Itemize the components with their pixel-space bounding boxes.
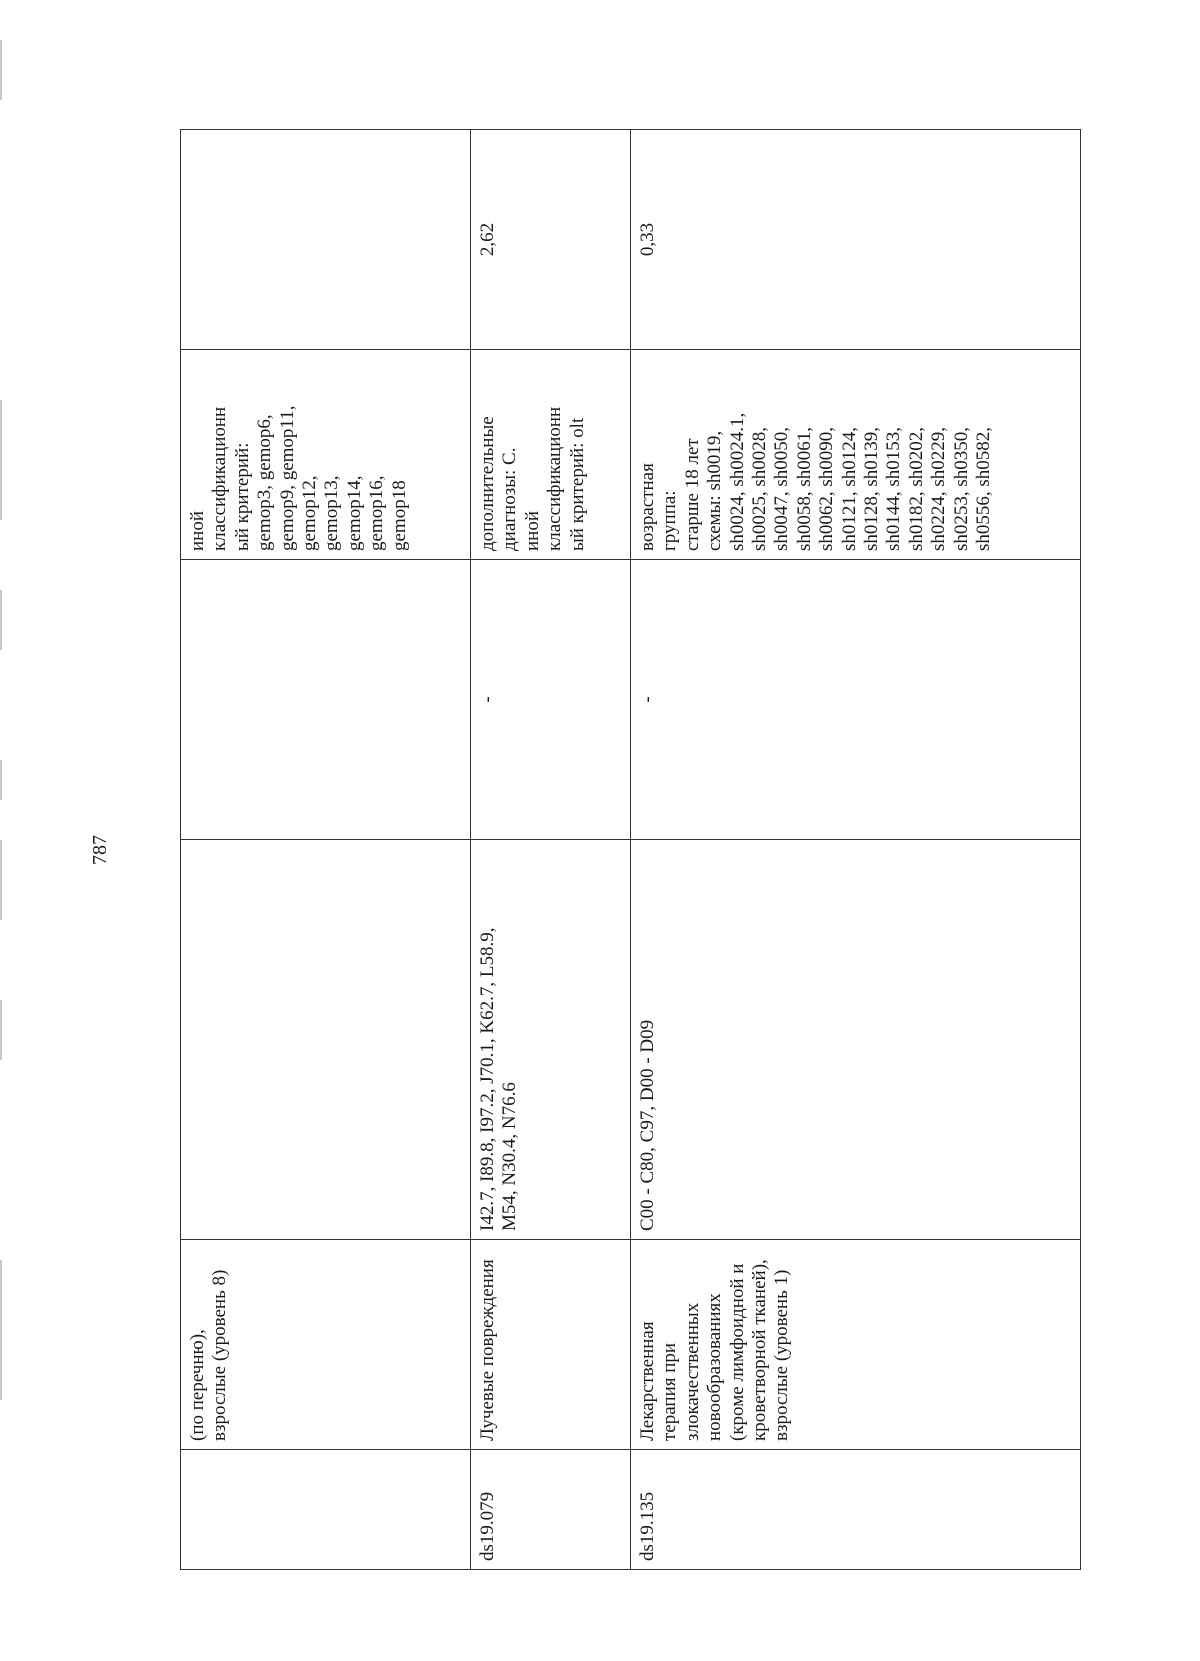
cell-extra: -: [631, 560, 1081, 840]
table-row: [181, 130, 471, 1570]
scan-mark: [0, 40, 2, 100]
criteria-line: sh0058, sh0061,: [793, 426, 815, 551]
name-line: новообразованиях: [704, 1293, 726, 1441]
scan-mark: [0, 400, 2, 520]
cell-extra: -: [471, 560, 631, 840]
criteria-line: gemop3, gemop6,: [254, 414, 276, 551]
criteria-line: sh0128, sh0139,: [861, 426, 883, 551]
name-line: кроветворной тканей),: [749, 1259, 771, 1441]
document-table-rotated: [180, 130, 1080, 1570]
table-row: [471, 130, 631, 1570]
page-number: 787: [89, 835, 111, 865]
criteria-line: gemop9, gemop11,: [276, 405, 298, 551]
criteria-line: иной: [521, 510, 543, 551]
name-line: Лекарственная: [637, 1321, 658, 1441]
cell-extra: [181, 560, 471, 840]
scan-mark: [0, 1260, 2, 1400]
cell-coefficient: 2,62: [471, 130, 631, 350]
table-row: [631, 130, 1081, 1570]
cell-name: [471, 1240, 631, 1450]
criteria-line: классификационн: [209, 406, 231, 551]
criteria-line: sh0121, sh0124,: [838, 426, 860, 551]
criteria-line: дополнительные: [477, 416, 498, 551]
criteria-line: sh0556, sh0582,: [973, 426, 995, 551]
scan-mark: [0, 760, 2, 800]
scan-mark: [0, 840, 2, 920]
diagnoses-line: I42.7, I89.8, I97.2, J70.1, K62.7, L58.9,: [477, 927, 498, 1231]
name-line: взрослые (уровень 1): [771, 1269, 793, 1441]
criteria-line: группа:: [659, 490, 681, 551]
criteria-line: иной: [187, 510, 208, 551]
cell-criteria: [471, 350, 631, 560]
criteria-line: sh0182, sh0202,: [905, 426, 927, 551]
cell-diagnoses: [631, 840, 1081, 1240]
cell-diagnoses: [471, 840, 631, 1240]
cell-name: [181, 1240, 471, 1450]
cell-code: ds19.079: [471, 1450, 631, 1570]
criteria-line: gemop16,: [366, 475, 388, 551]
tariff-table: [180, 129, 1081, 1570]
diagnoses-line: M54, N30.4, N76.6: [499, 1082, 521, 1231]
criteria-line: диагнозы: C.: [499, 447, 521, 551]
criteria-line: возрастная: [637, 463, 658, 551]
name-line: (по перечню),: [187, 1329, 208, 1441]
cell-diagnoses: [181, 840, 471, 1240]
cell-criteria: [631, 350, 1081, 560]
document-table-wrapper: [180, 130, 1080, 1570]
criteria-line: sh0024, sh0024.1,: [726, 412, 748, 551]
criteria-line: sh0144, sh0153,: [883, 426, 905, 551]
cell-coefficient: [181, 130, 471, 350]
criteria-line: классификационн: [544, 406, 566, 551]
cell-name: [631, 1240, 1081, 1450]
diagnoses-line: C00 - C80, C97, D00 - D09: [637, 1019, 658, 1231]
cell-coefficient: 0,33: [631, 130, 1081, 350]
criteria-line: gemop18: [388, 480, 410, 551]
cell-criteria: [181, 350, 471, 560]
cell-code: [181, 1450, 471, 1570]
name-line: Лучевые повреждения: [477, 1259, 498, 1441]
criteria-line: sh0025, sh0028,: [749, 426, 771, 551]
criteria-line: sh0047, sh0050,: [771, 426, 793, 551]
name-line: взрослые (уровень 8): [209, 1269, 231, 1441]
criteria-line: gemop12,: [299, 475, 321, 551]
criteria-line: ый критерий:: [231, 442, 253, 551]
criteria-line: sh0253, sh0350,: [950, 426, 972, 551]
name-line: (кроме лимфоидной и: [726, 1263, 748, 1441]
cell-code: ds19.135: [631, 1450, 1081, 1570]
name-line: злокачественных: [681, 1302, 703, 1441]
scan-mark: [0, 1000, 2, 1060]
criteria-line: ый критерий: olt: [566, 417, 588, 551]
criteria-line: схемы: sh0019,: [704, 430, 726, 551]
criteria-line: sh0062, sh0090,: [816, 426, 838, 551]
name-line: терапия при: [659, 1342, 681, 1441]
criteria-line: gemop13,: [321, 475, 343, 551]
criteria-line: sh0224, sh0229,: [928, 426, 950, 551]
criteria-line: gemop14,: [343, 475, 365, 551]
scan-mark: [0, 590, 2, 650]
criteria-line: старше 18 лет: [681, 438, 703, 551]
